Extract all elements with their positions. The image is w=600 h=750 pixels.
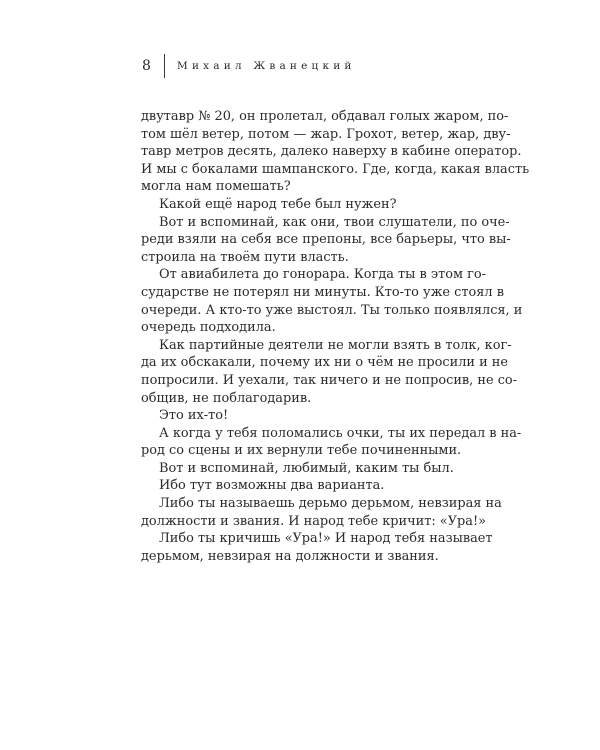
- text-line: От авиабилета до гонорара. Когда ты в этом го-: [159, 267, 486, 283]
- text-line: тавр метров десять, далеко наверху в кабине оператор.: [141, 144, 522, 160]
- text-line: Это их-то!: [159, 408, 229, 424]
- text-line: сударстве не потерял ни минуты. Кто-то уже стоял в: [141, 284, 504, 300]
- text-line: общив, не поблагодарив.: [141, 390, 312, 406]
- text-line: том шёл ветер, потом — жар. Грохот, ветер, жар, дву-: [141, 126, 511, 142]
- text-line: двутавр № 20, он пролетал, обдавал голых жаром, по-: [141, 109, 509, 124]
- page-number: 8: [142, 58, 151, 74]
- body-text: [141, 108, 530, 565]
- text-line: должности и звания. И народ тебе кричит: «Ура!»: [141, 513, 487, 529]
- text-line: И мы с бокалами шампанского. Где, когда, какая власть: [141, 161, 530, 177]
- running-head-author: Михаил Жванецкий: [177, 60, 356, 72]
- text-line: Либо ты кричишь «Ура!» И народ тебя называет: [159, 531, 493, 547]
- text-line: реди взяли на себя все препоны, все барьеры, что вы-: [141, 232, 511, 248]
- page-header: [142, 54, 356, 78]
- text-line: Вот и вспоминай, как они, твои слушатели, по оче-: [159, 214, 510, 230]
- text-line: очереди. А кто-то уже выстоял. Ты только появлялся, и: [141, 302, 523, 318]
- text-line: Ибо тут возможны два варианта.: [159, 478, 385, 494]
- text-line: род со сцены и их вернули тебе починенными.: [141, 443, 462, 459]
- text-line: да их обскакали, почему их ни о чём не просили и не: [141, 355, 508, 371]
- text-line: Либо ты называешь дерьмо дерьмом, невзирая на: [159, 496, 502, 512]
- text-line: строила на твоём пути власть.: [141, 249, 349, 265]
- text-line: Как партийные деятели не могли взять в толк, ког-: [159, 337, 512, 353]
- text-line: Вот и вспоминай, любимый, каким ты был.: [159, 460, 454, 476]
- text-line: А когда у тебя поломались очки, ты их передал в на-: [159, 425, 522, 441]
- text-line: очередь подходила.: [141, 320, 276, 336]
- text-line: могла нам помешать?: [141, 179, 291, 195]
- header-divider: [164, 54, 165, 78]
- text-line: попросили. И уехали, так ничего и не попросив, не со-: [141, 372, 518, 388]
- text-line: дерьмом, невзирая на должности и звания.: [141, 548, 439, 564]
- text-line: Какой ещё народ тебе был нужен?: [159, 196, 397, 212]
